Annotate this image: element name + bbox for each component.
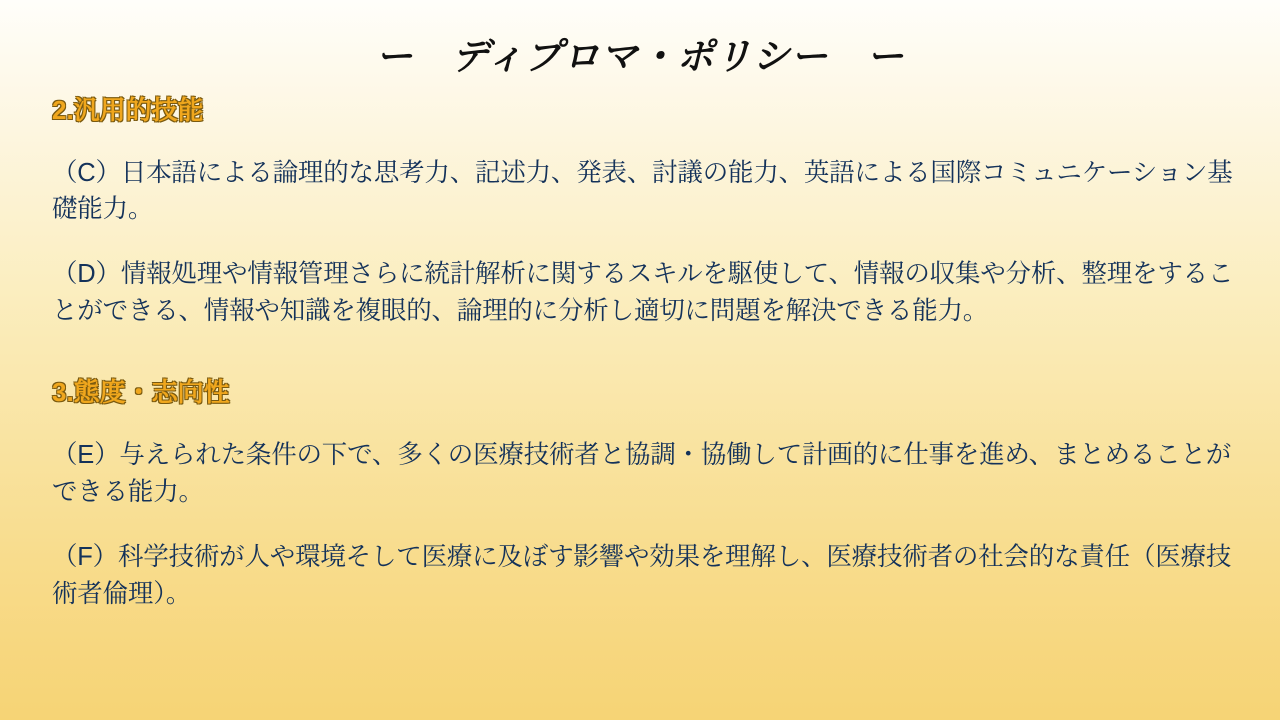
paragraph-e: （E）与えられた条件の下で、多くの医療技術者と協調・協働して計画的に仕事を進め、まとめることができる能力。 [52, 440, 1232, 506]
paragraph-f: （F）科学技術が人や環境そして医療に及ぼす影響や効果を理解し、医療技術者の社会的な責任（医療技術者倫理）。 [52, 542, 1232, 608]
section-attitude-orientation [52, 376, 1244, 612]
paragraph-c: （C）日本語による論理的な思考力、記述力、発表、討議の能力、英語による国際コミュニケーション基礎能力。 [52, 158, 1233, 224]
paragraph-d: （D）情報処理や情報管理さらに統計解析に関するスキルを駆使して、情報の収集や分析、整理をすることができる、情報や知識を複眼的、論理的に分析し適切に問題を解決できる能力。 [52, 260, 1234, 326]
section-heading-3: 3.態度・志向性 [52, 377, 230, 408]
section-general-skills [52, 94, 1244, 330]
section-heading-2: 2.汎用的技能 [52, 95, 204, 125]
slide-body [52, 92, 1244, 613]
page-title: ー ディプロマ・ポリシー ー [375, 36, 905, 77]
